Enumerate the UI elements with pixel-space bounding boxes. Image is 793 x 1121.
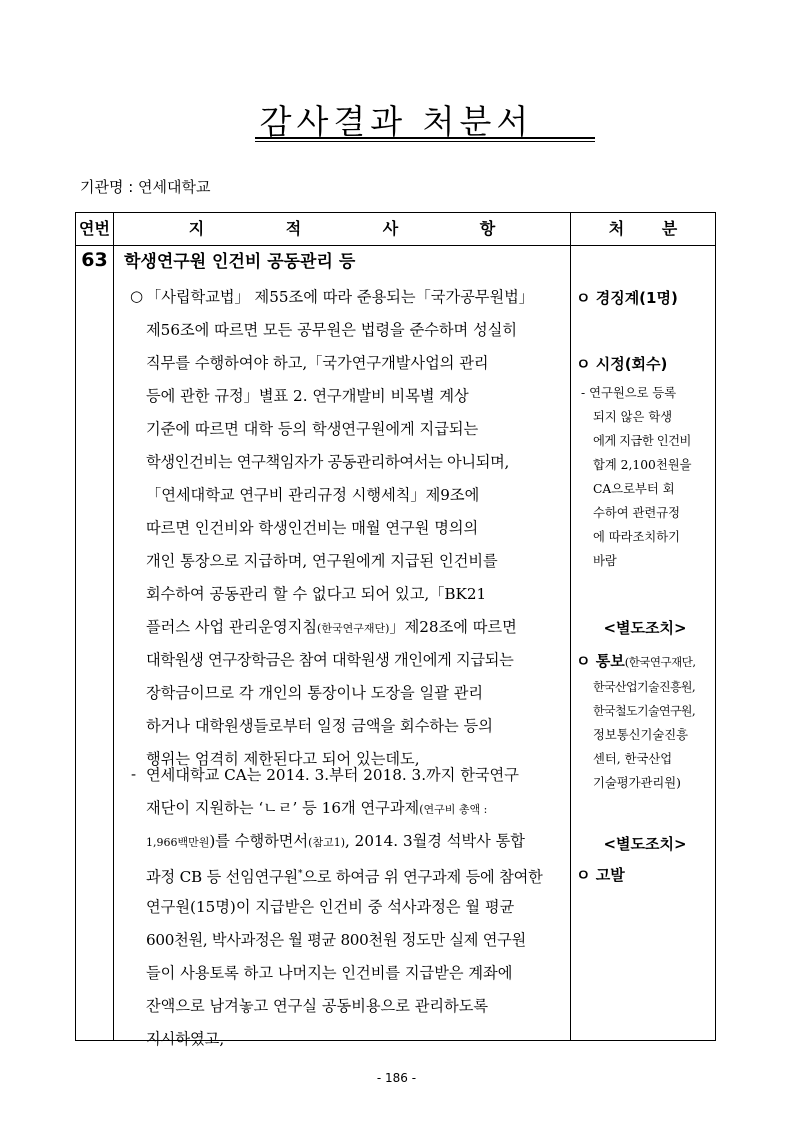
correction-detail-line: 에게 지급한 인건비 [593, 434, 691, 448]
correction-detail-line: - 연구원으로 등록 [581, 386, 677, 400]
correction-detail-line: CA으로부터 회 [593, 482, 675, 496]
finding-line: 연세대학교 CA는 2014. 3.부터 2018. 3.까지 한국연구 [146, 766, 519, 784]
finding-line: 잔액으로 남겨놓고 연구실 공동비용으로 관리하도록 [146, 997, 489, 1015]
correction-detail-line: 합계 2,100천원을 [593, 458, 692, 472]
separate-action-heading: <별도조치> [603, 835, 687, 853]
finding-line: 기준에 따르면 대학 등의 학생연구원에게 지급되는 [146, 420, 479, 438]
column-divider [113, 213, 114, 1040]
finding-line: 들이 사용토록 하고 나머지는 인건비를 지급받은 계좌에 [146, 964, 513, 982]
finding-small-text: (한국연구재단) [317, 622, 390, 635]
notice-detail-line: 센터, 한국산업 [593, 752, 673, 766]
finding-text: 으로 하여금 위 연구과제 등에 참여한 [302, 868, 543, 887]
finding-line: 행위는 엄격히 제한된다고 되어 있는데도, [146, 750, 420, 768]
disposition-notice [576, 650, 696, 671]
column-divider [570, 213, 571, 1040]
notice-detail-line: 정보통신기술진흥 [593, 728, 689, 742]
finding-line [146, 864, 543, 887]
finding-text: )를 수행하면서 [209, 832, 309, 850]
finding-line: 연구원(15명)이 지급받은 인건비 중 석사과정은 월 평균 [146, 898, 515, 916]
finding-line [146, 617, 565, 639]
finding-line: 600천원, 박사과정은 월 평균 800천원 정도만 실제 연구원 [146, 931, 526, 949]
finding-line: 지시하였고, [146, 1030, 225, 1048]
finding-line: 직무를 수행하여야 하고,「국가연구개발사업의 관리 [146, 354, 489, 372]
finding-text: , 2014. 3월경 석박사 통합 [345, 832, 525, 850]
finding-line: 개인 통장으로 지급하며, 연구원에게 지급된 인건비를 [146, 552, 498, 570]
finding-line: 따르면 인건비와 학생인건비는 매월 연구원 명의의 [146, 519, 479, 537]
notice-detail-line: 기술평가관리원) [593, 776, 681, 790]
finding-line: 학생인건비는 연구책임자가 공동관리하여서는 아니되며, [146, 453, 510, 471]
disposition-correction: ㅇ 시정(회수) [576, 355, 668, 373]
finding-line: 대학원생 연구장학금은 참여 대학원생 개인에게 지급되는 [146, 651, 514, 669]
header-no: 연번 [79, 219, 110, 238]
paragraph-dash: - [131, 765, 137, 783]
notice-label: ㅇ 통보 [576, 652, 625, 670]
audit-table [75, 212, 716, 1048]
correction-detail-line: 되지 않은 학생 [593, 410, 673, 424]
correction-detail-line: 바람 [593, 554, 617, 568]
finding-line: 하거나 대학원생들로부터 일정 금액을 회수하는 등의 [146, 717, 493, 735]
correction-detail-line: 수하여 관련규정 [593, 506, 681, 520]
header-findings: 지 적 사 항 [188, 219, 534, 238]
document-title: 감사결과 처분서 [259, 102, 534, 141]
notice-detail-line: 한국산업기술진흥원, [593, 680, 696, 694]
finding-line: 「연세대학교 연구비 관리규정 시행세칙」제9조에 [146, 486, 480, 504]
finding-text: 과정 CB 등 선임연구원 [146, 868, 299, 887]
separate-action-heading: <별도조치> [603, 619, 687, 637]
finding-small-text: (연구비 총액 : [419, 803, 488, 816]
footnote-mark: * [298, 869, 303, 879]
paragraph-bullet: ○ [130, 287, 144, 305]
header-divider [76, 245, 715, 246]
title-underline [255, 137, 595, 139]
finding-line [146, 831, 525, 853]
finding-line: 등에 관한 규정」별표 2. 연구개발비 비목별 계상 [146, 387, 469, 405]
finding-line: 「사립학교법」 제55조에 따라 준용되는「국가공무원법」 [146, 288, 534, 306]
header-disposition: 처 분 [608, 219, 694, 238]
finding-text: 재단이 지원하는 ‘ㄴㄹ’ 등 16개 연구과제 [146, 799, 420, 817]
finding-line: 제56조에 따르면 모든 공무원은 법령을 준수하며 성실히 [146, 321, 518, 339]
notice-detail-line: 한국철도기술연구원, [593, 704, 696, 718]
correction-detail-line: 에 따라조치하기 [593, 530, 681, 544]
finding-line: 장학금이므로 각 개인의 통장이나 도장을 일괄 관리 [146, 684, 484, 702]
page-number: - 186 - [376, 1071, 417, 1085]
finding-small-text: (참고1) [308, 836, 345, 849]
finding-line: 회수하여 공동관리 할 수 없다고 되어 있고,「BK21 [146, 585, 487, 603]
finding-small-text: 1,966백만원 [146, 836, 210, 849]
item-number: 63 [81, 249, 108, 271]
agency-name: 기관명 : 연세대학교 [80, 178, 211, 196]
disposition-discipline: ㅇ 경징계(1명) [576, 289, 678, 307]
finding-line [146, 798, 487, 820]
notice-detail-line: (한국연구재단, [624, 655, 696, 669]
disposition-accusation: ㅇ 고발 [576, 866, 625, 884]
finding-text: 」제28조에 따르면 [389, 618, 517, 636]
item-title: 학생연구원 인건비 공동관리 등 [124, 252, 356, 272]
finding-text: 플러스 사업 관리운영지침 [146, 618, 318, 636]
title-underline-thin [255, 141, 595, 142]
